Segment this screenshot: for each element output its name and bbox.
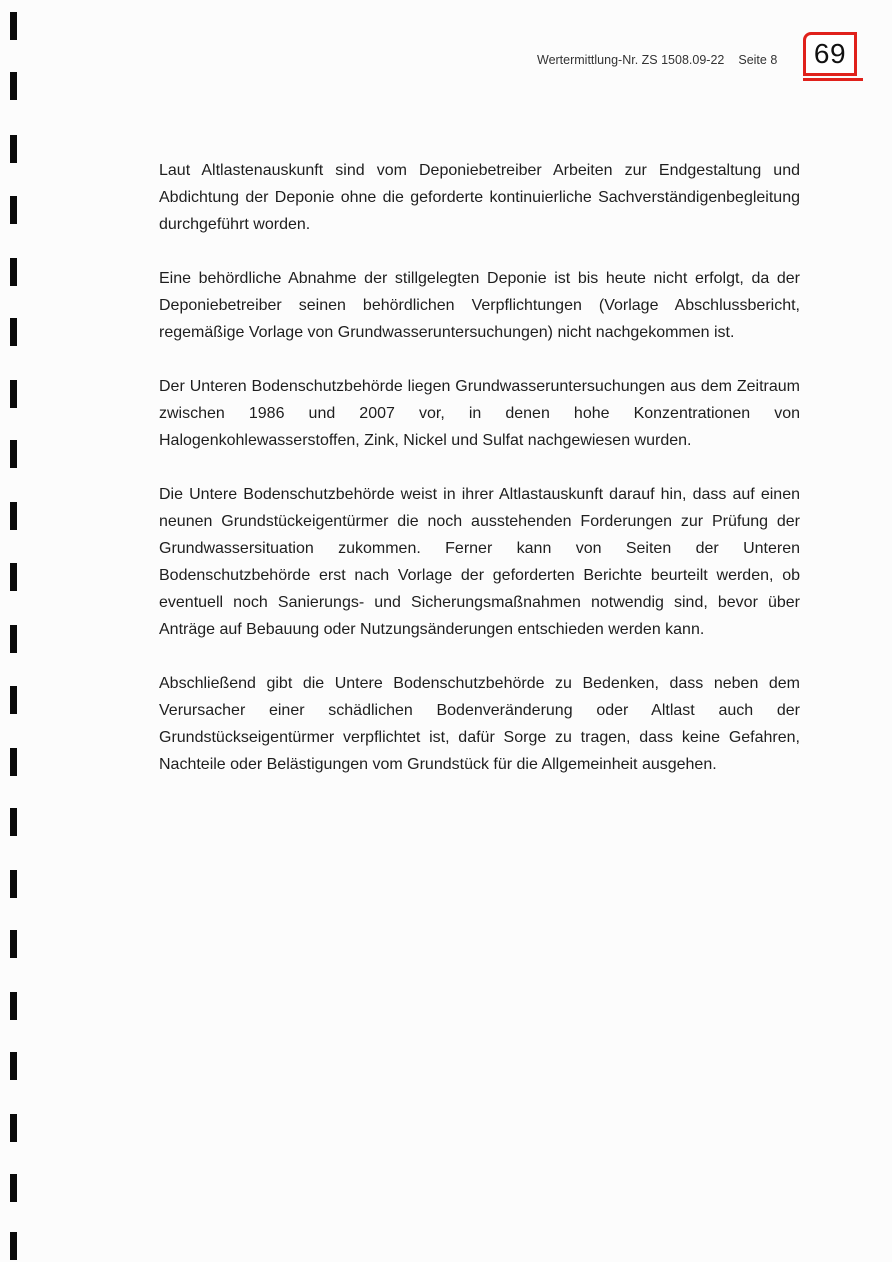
spiral-binding [6,0,20,1262]
binding-hole [10,992,17,1020]
binding-hole [10,196,17,224]
binding-hole [10,808,17,836]
binding-hole [10,135,17,163]
binding-hole [10,870,17,898]
paragraph: Eine behördliche Abnahme der stillgelegten Deponie ist bis heute nicht erfolgt, da der Deponiebetreiber seinen behördlichen Verpflichtungen (Vorlage Abschlussbericht, regemäßige Vorlage von Grundwasseruntersuchungen) nicht nachgekommen ist. [159,270,800,341]
binding-hole [10,686,17,714]
binding-hole [10,72,17,100]
binding-hole [10,502,17,530]
binding-hole [10,258,17,286]
paragraph: Abschließend gibt die Untere Bodenschutzbehörde zu Bedenken, dass neben dem Verursacher einer schädlichen Bodenveränderung oder Altlast auch der Grundstückseigentürmer verpflichtet ist, dafür Sorge zu tragen, dass keine Gefahren, Nachteile oder Belästigungen vom Grundstück für die Allgemeinheit ausgehen. [159,675,800,773]
paragraph: Der Unteren Bodenschutzbehörde liegen Grundwasseruntersuchungen aus dem Zeitraum zwischen 1986 und 2007 vor, in denen hohe Konzentrationen von Halogenkohlewasserstoffen, Zink, Nickel und Sulfat nachgewiesen wurden. [159,378,800,449]
binding-hole [10,625,17,653]
binding-hole [10,12,17,40]
document-reference: Wertermittlung-Nr. ZS 1508.09-22 [537,53,725,67]
paragraph: Laut Altlastenauskunft sind vom Deponiebetreiber Arbeiten zur Endgestaltung und Abdichtung der Deponie ohne die geforderte kontinuierliche Sachverständigenbegleitung durchgeführt worden. [159,162,800,233]
page-label: Seite 8 [738,53,778,67]
binding-hole [10,1174,17,1202]
binding-hole [10,563,17,591]
binding-hole [10,318,17,346]
page-number-stamp: 69 [803,32,857,76]
body-text [159,157,800,805]
binding-hole [10,440,17,468]
paragraph: Die Untere Bodenschutzbehörde weist in ihrer Altlastauskunft darauf hin, dass auf einen neunen Grundstückeigentürmer die noch ausstehenden Forderungen zur Prüfung der Grundwassersituation zukommen. Ferner kann von Seiten der Unteren Bodenschutzbehörde erst nach Vorlage der geforderten Berichte beurteilt werden, ob eventuell noch Sanierungs- und Sicherungsmaßnahmen notwendig sind, bevor über Anträge auf Bebauung oder Nutzungsänderungen entschieden werden kann. [159,486,800,638]
binding-hole [10,1114,17,1142]
binding-hole [10,1052,17,1080]
binding-hole [10,748,17,776]
binding-hole [10,380,17,408]
binding-hole [10,930,17,958]
binding-hole [10,1232,17,1260]
page-header [537,53,777,67]
